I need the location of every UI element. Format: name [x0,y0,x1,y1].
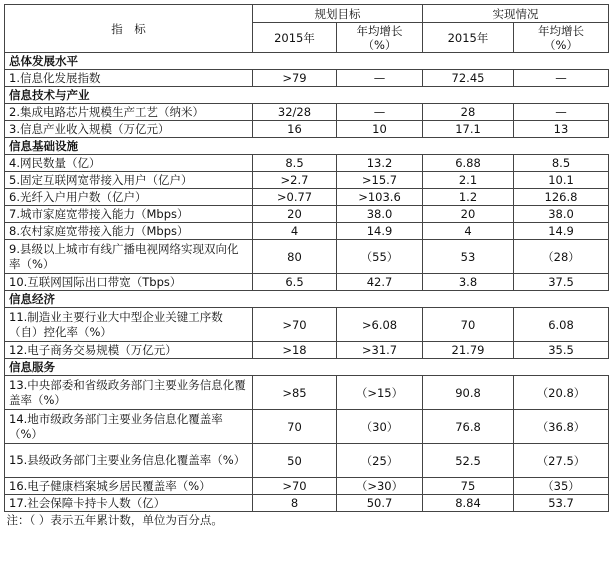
actual-growth-value: 6.08 [514,308,609,342]
actual-growth-value: 10.1 [514,172,609,189]
header-actual-growth-label: 年均增长 [538,23,584,38]
actual-growth-value: — [514,104,609,121]
plan-2015-value: 32/28 [253,104,337,121]
section-title: 总体发展水平 [5,53,609,70]
plan-growth-value: 38.0 [337,206,423,223]
table-row [5,274,609,291]
actual-growth-value: （20.8） [514,376,609,410]
actual-growth-value: （27.5） [514,444,609,478]
indicator-table-container [4,4,608,528]
note-row [5,512,609,529]
actual-growth-value: 14.9 [514,223,609,240]
plan-growth-value: >15.7 [337,172,423,189]
plan-growth-value: 14.9 [337,223,423,240]
table-note: 注：（ ）表示五年累计数，单位为百分点。 [6,513,223,527]
actual-growth-value: （36.8） [514,410,609,444]
plan-growth-value: （>30） [337,478,423,495]
indicator-name: 1.信息化发展指数 [5,70,253,87]
section-row [5,87,609,104]
actual-growth-value: 37.5 [514,274,609,291]
actual-2015-value: 90.8 [423,376,514,410]
plan-2015-value: >79 [253,70,337,87]
plan-2015-value: 8 [253,495,337,512]
plan-growth-value: （>15） [337,376,423,410]
section-row [5,138,609,155]
plan-growth-value: — [337,104,423,121]
table-row [5,223,609,240]
table-row [5,376,609,410]
actual-2015-value: 20 [423,206,514,223]
plan-2015-value: >70 [253,308,337,342]
header-plan-year: 2015年 [253,23,337,53]
table-row [5,444,609,478]
actual-growth-value: 126.8 [514,189,609,206]
table-row [5,206,609,223]
actual-2015-value: 70 [423,308,514,342]
plan-2015-value: 70 [253,410,337,444]
actual-2015-value: 75 [423,478,514,495]
plan-growth-value: >31.7 [337,342,423,359]
plan-growth-value: （25） [337,444,423,478]
table-row [5,478,609,495]
indicator-name: 6.光纤入户用户数（亿户） [5,189,253,206]
indicator-name: 5.固定互联网宽带接入用户（亿户） [5,172,253,189]
indicator-name: 7.城市家庭宽带接入能力（Mbps） [5,206,253,223]
section-title: 信息技术与产业 [5,87,609,104]
actual-2015-value: 6.88 [423,155,514,172]
plan-2015-value: 20 [253,206,337,223]
plan-growth-value: >103.6 [337,189,423,206]
actual-2015-value: 52.5 [423,444,514,478]
actual-2015-value: 4 [423,223,514,240]
header-plan-group: 规划目标 [253,5,423,23]
header-plan-growth-unit: （%） [362,37,397,52]
actual-2015-value: 76.8 [423,410,514,444]
actual-2015-value: 3.8 [423,274,514,291]
plan-2015-value: 6.5 [253,274,337,291]
section-row [5,359,609,376]
header-plan-growth-label: 年均增长 [356,23,403,38]
actual-growth-value: 8.5 [514,155,609,172]
indicator-name: 10.互联网国际出口带宽（Tbps） [5,274,253,291]
indicator-name: 11.制造业主要行业大中型企业关键工序数（自）控化率（%） [5,308,253,342]
plan-2015-value: >70 [253,478,337,495]
actual-growth-value: 13 [514,121,609,138]
actual-growth-value: 53.7 [514,495,609,512]
actual-2015-value: 53 [423,240,514,274]
plan-2015-value: >18 [253,342,337,359]
actual-2015-value: 2.1 [423,172,514,189]
plan-2015-value: 4 [253,223,337,240]
plan-growth-value: （55） [337,240,423,274]
plan-2015-value: >0.77 [253,189,337,206]
indicator-name: 3.信息产业收入规模（万亿元） [5,121,253,138]
plan-growth-value: 42.7 [337,274,423,291]
table-row [5,342,609,359]
header-actual-group: 实现情况 [423,5,609,23]
plan-2015-value: >2.7 [253,172,337,189]
indicator-name: 9.县级以上城市有线广播电视网络实现双向化率（%） [5,240,253,274]
header-indicator: 指 标 [5,5,253,53]
plan-growth-value: 50.7 [337,495,423,512]
actual-growth-value: （28） [514,240,609,274]
header-actual-growth [514,23,609,53]
plan-growth-value: — [337,70,423,87]
section-row [5,53,609,70]
table-body [5,53,609,512]
indicator-name: 4.网民数量（亿） [5,155,253,172]
indicator-name: 14.地市级政务部门主要业务信息化覆盖率（%） [5,410,253,444]
header-plan-growth [337,23,423,53]
table-row [5,172,609,189]
actual-growth-value: （35） [514,478,609,495]
actual-2015-value: 8.84 [423,495,514,512]
table-row [5,410,609,444]
actual-2015-value: 1.2 [423,189,514,206]
plan-2015-value: 16 [253,121,337,138]
plan-growth-value: >6.08 [337,308,423,342]
header-actual-growth-unit: （%） [544,37,578,52]
actual-growth-value: 38.0 [514,206,609,223]
section-title: 信息服务 [5,359,609,376]
table-row [5,240,609,274]
actual-growth-value: 35.5 [514,342,609,359]
table-row [5,121,609,138]
plan-2015-value: 50 [253,444,337,478]
indicator-name: 13.中央部委和省级政务部门主要业务信息化覆盖率（%） [5,376,253,410]
plan-2015-value: 8.5 [253,155,337,172]
indicator-name: 8.农村家庭宽带接入能力（Mbps） [5,223,253,240]
header-row-1 [5,5,609,23]
plan-growth-value: 10 [337,121,423,138]
indicator-name: 2.集成电路芯片规模生产工艺（纳米） [5,104,253,121]
section-row [5,291,609,308]
actual-2015-value: 72.45 [423,70,514,87]
section-title: 信息经济 [5,291,609,308]
indicator-name: 15.县级政务部门主要业务信息化覆盖率（%） [5,444,253,478]
table-row [5,104,609,121]
section-title: 信息基础设施 [5,138,609,155]
header-actual-year: 2015年 [423,23,514,53]
indicator-name: 17.社会保障卡持卡人数（亿） [5,495,253,512]
table-row [5,155,609,172]
table-row [5,70,609,87]
plan-2015-value: 80 [253,240,337,274]
plan-2015-value: >85 [253,376,337,410]
actual-2015-value: 21.79 [423,342,514,359]
indicator-table [4,4,609,528]
table-row [5,308,609,342]
actual-growth-value: — [514,70,609,87]
table-row [5,495,609,512]
table-row [5,189,609,206]
actual-2015-value: 28 [423,104,514,121]
indicator-name: 12.电子商务交易规模（万亿元） [5,342,253,359]
actual-2015-value: 17.1 [423,121,514,138]
indicator-name: 16.电子健康档案城乡居民覆盖率（%） [5,478,253,495]
plan-growth-value: （30） [337,410,423,444]
plan-growth-value: 13.2 [337,155,423,172]
